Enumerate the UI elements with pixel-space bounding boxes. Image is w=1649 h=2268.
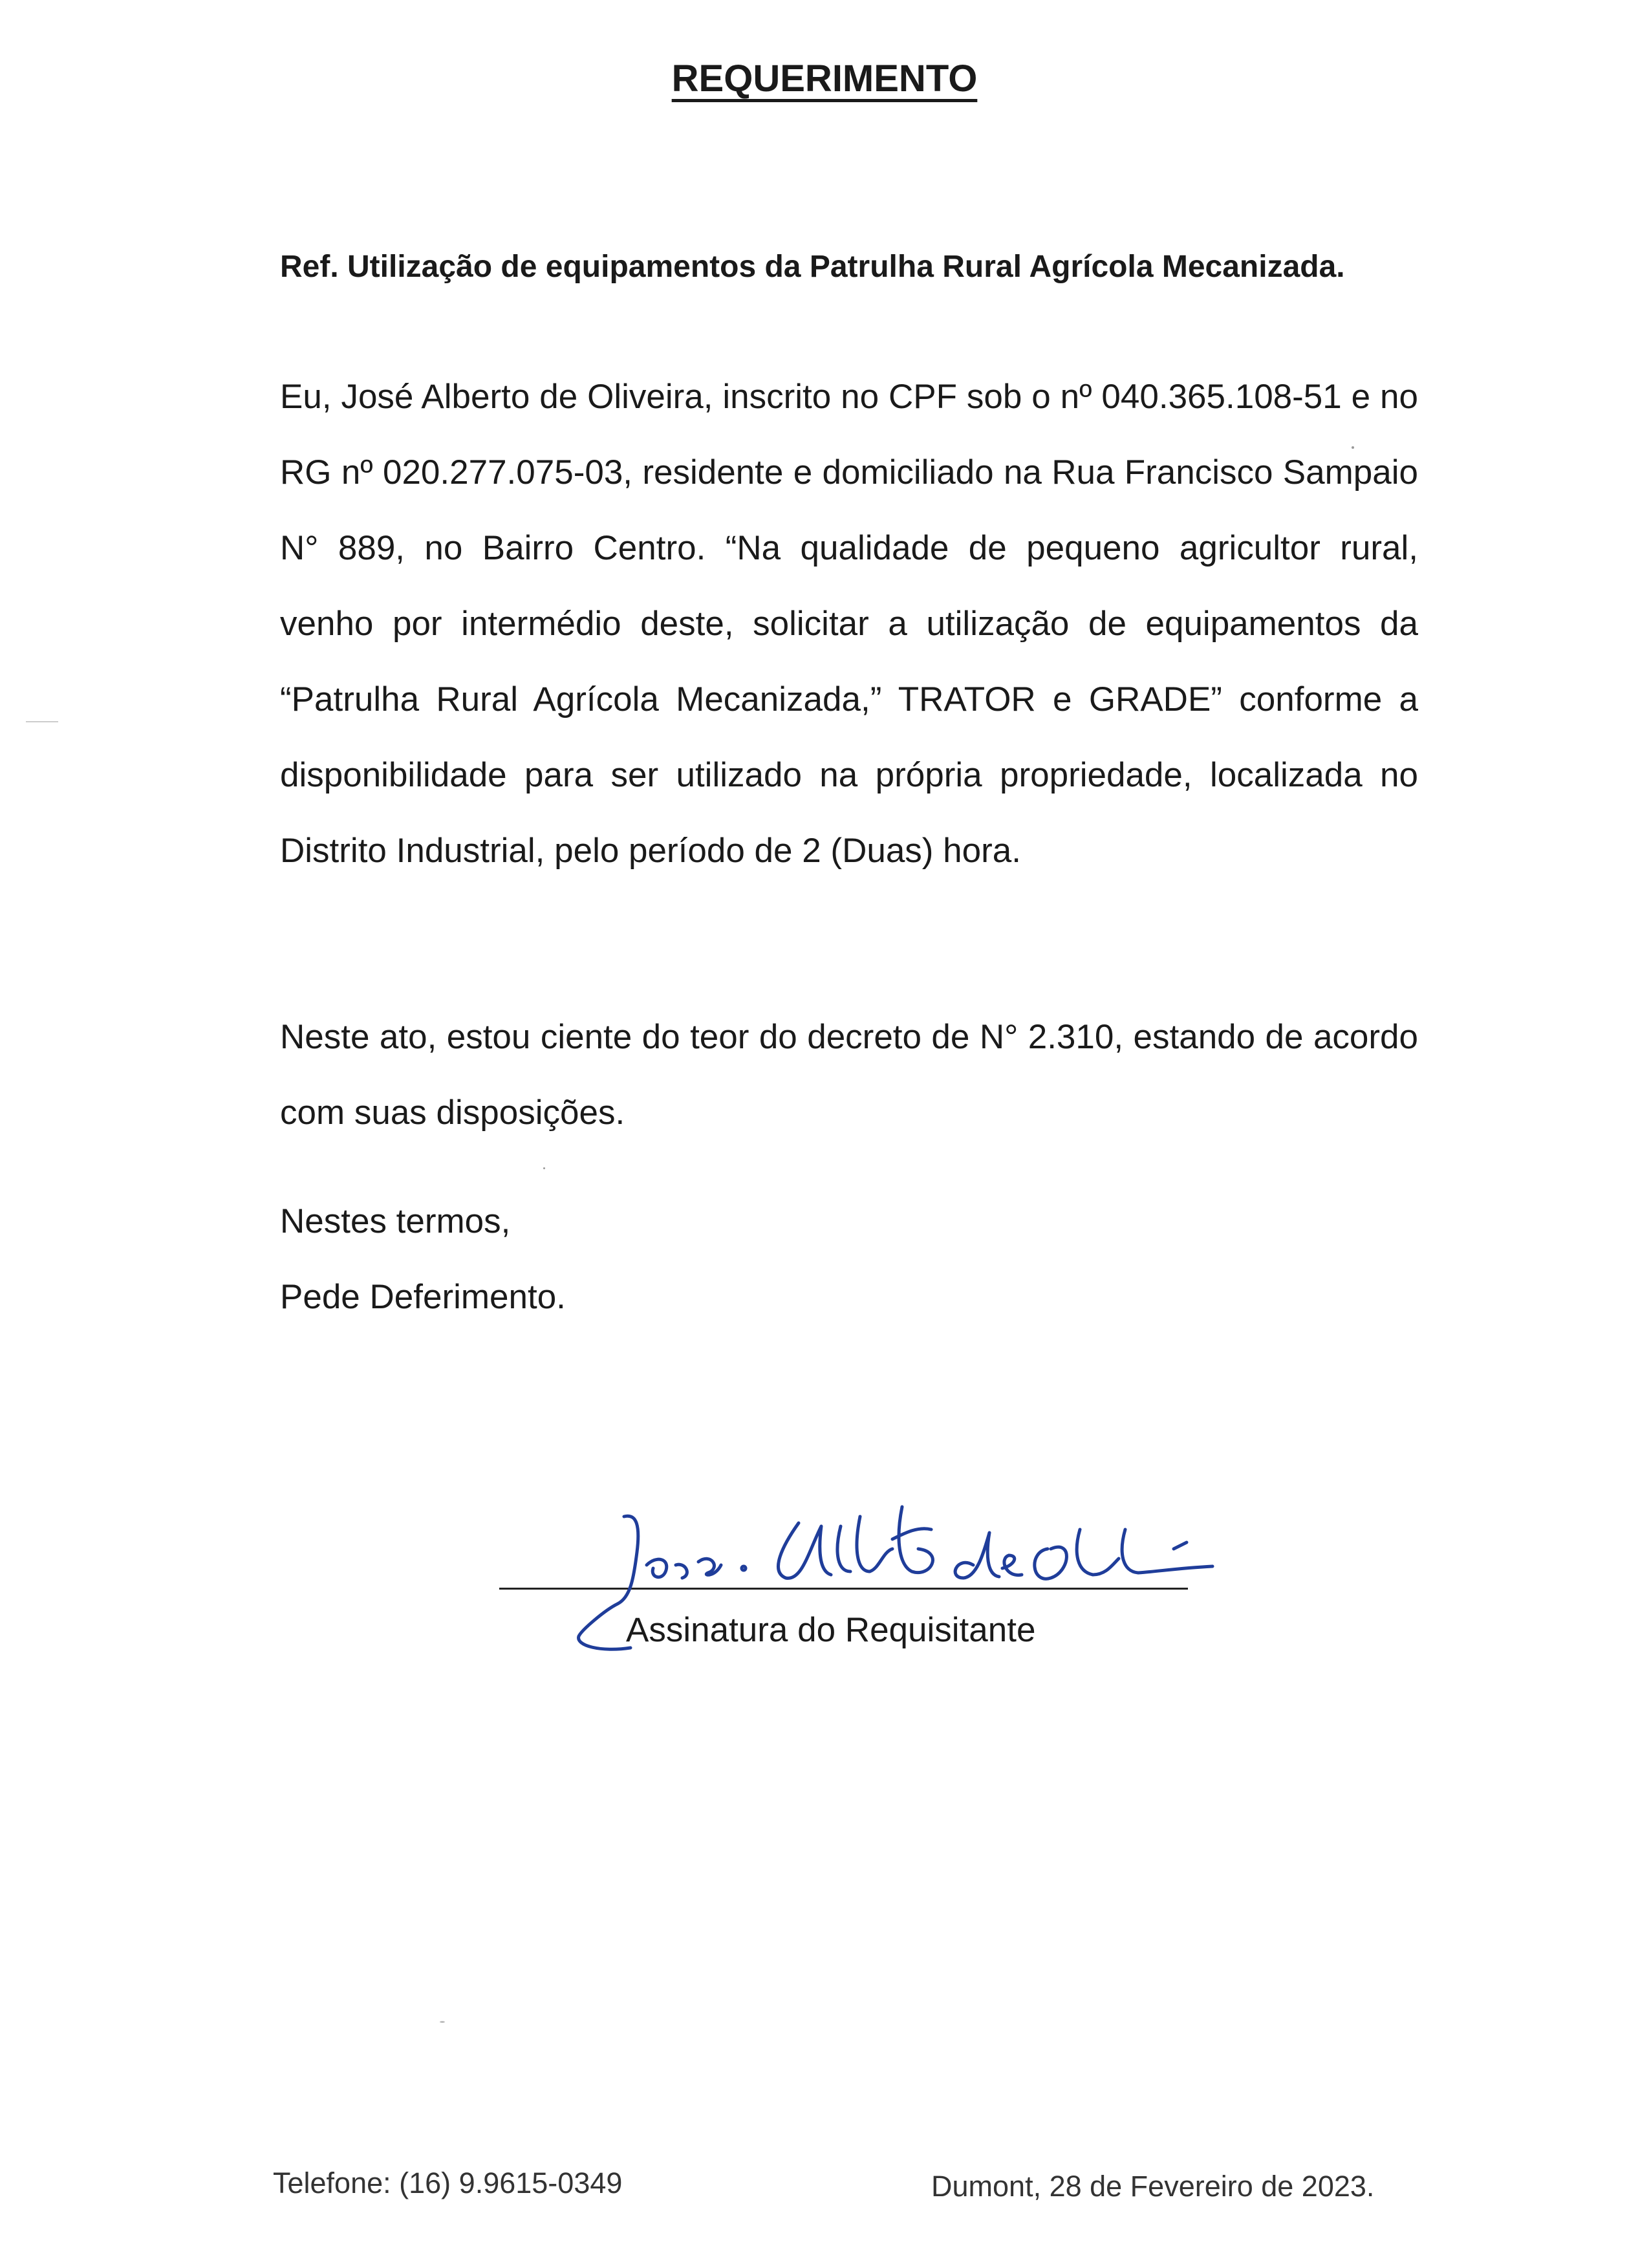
closing-line-terms: Nestes termos, <box>280 1202 511 1240</box>
document-title: REQUERIMENTO <box>671 58 978 100</box>
scan-artifact <box>26 721 58 722</box>
scan-artifact <box>543 1167 545 1169</box>
body-paragraph-request: Eu, José Alberto de Oliveira, inscrito no CPF sob o nº 040.365.108-51 e no RG nº 020.277.075-03, residente e domiciliado na Rua Francisco Sampaio N° 889, no Bairro Centro. “Na qualidade de pequeno agricultor rural, venho por intermédio deste, solicitar a utilização de equipamentos da “Patrulha Rural Agrícola Mecanizada,” TRATOR e GRADE” conforme a disponibilidade para ser utilizado na própria propriedade, localizada no Distrito Industrial, pelo período de 2 (Duas) hora. <box>280 378 1418 870</box>
signature-line <box>499 1588 1188 1590</box>
reference-line: Ref. Utilização de equipamentos da Patrulha Rural Agrícola Mecanizada. <box>280 250 1345 284</box>
closing-line-request: Pede Deferimento. <box>280 1278 566 1316</box>
footer-date: Dumont, 28 de Fevereiro de 2023. <box>931 2170 1375 2203</box>
scan-artifact <box>440 2021 445 2023</box>
signature-label: Assinatura do Requisitante <box>626 1611 1036 1649</box>
footer-phone: Telefone: (16) 9.9615-0349 <box>273 2166 623 2199</box>
scan-artifact <box>1352 446 1354 449</box>
body-paragraph-decree: Neste ato, estou ciente do teor do decreto de N° 2.310, estando de acordo com suas disposições. <box>280 1018 1418 1132</box>
closing-block <box>280 1183 566 1335</box>
